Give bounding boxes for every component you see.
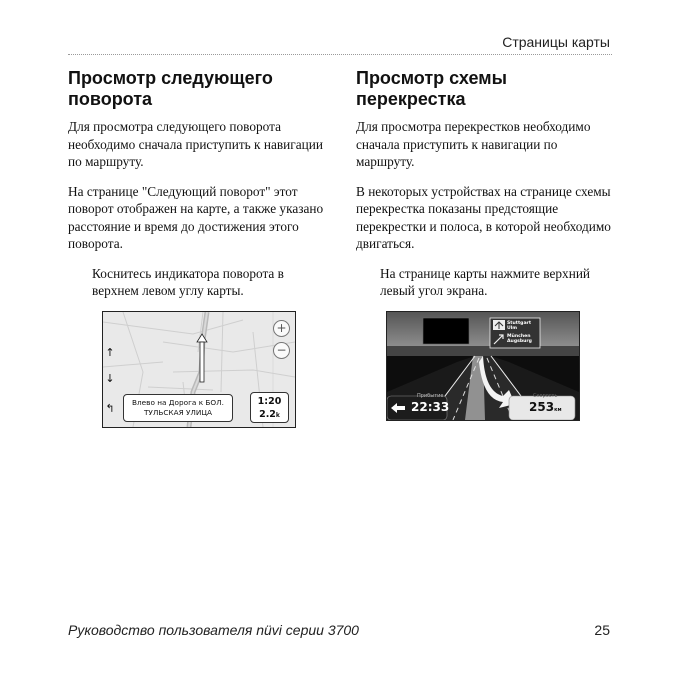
paragraph-description: В некоторых устройствах на странице схемы перекрестка показаны предстоящие перекрестки и полоса, в которой необходимо двигаться. (356, 183, 611, 251)
footer-page-number: 25 (594, 622, 610, 638)
section-heading-next-turn: Просмотр следующего поворота (68, 68, 273, 109)
sign-line-2: Ulm (507, 325, 518, 331)
arrow-up-icon[interactable]: ↑ (105, 346, 115, 359)
footer-manual-title: Руководство пользователя nüvi серии 3700 (68, 622, 359, 638)
distance-to-turn: 2.2k (259, 408, 280, 420)
header-divider (68, 54, 612, 55)
step-instruction: На странице карты нажмите верхний левый угол экрана. (380, 265, 591, 298)
sign-line-4: Augsburg (507, 338, 532, 344)
zoom-in-icon[interactable]: + (273, 320, 290, 337)
step-instruction: Коснитесь индикатора поворота в верхнем левом углу карты. (92, 265, 284, 298)
arrival-label: Прибытие (417, 392, 444, 399)
speed-value: 253км (529, 399, 562, 414)
speed-label: Скорость (533, 392, 558, 399)
paragraph-intro: Для просмотра следующего поворота необходимо сначала приступить к навигации по маршруту. (68, 119, 323, 169)
arrival-time: 22:33 (411, 399, 450, 414)
map-screenshot (102, 311, 296, 428)
paragraph-intro: Для просмотра перекрестков необходимо сначала приступить к навигации по маршруту. (356, 119, 591, 169)
zoom-out-icon[interactable]: − (273, 342, 290, 359)
sign-line-3: München (507, 333, 531, 339)
arrow-down-icon[interactable]: ↓ (105, 372, 115, 385)
time-to-turn: 1:20 (257, 395, 282, 407)
back-icon[interactable]: ↰ (105, 402, 115, 415)
turn-instruction-line1: Влево на Дорога к БОЛ. (132, 397, 224, 407)
section-junction-view (356, 68, 618, 421)
page-header-title: Страницы карты (502, 34, 610, 50)
sign-line-1: Stuttgart (507, 320, 532, 326)
paragraph-description: На странице "Следующий поворот" этот поворот отображен на карте, а также указано расстояние и время до достижения этого поворота. (68, 183, 324, 251)
junction-view-screenshot (386, 311, 580, 421)
section-heading-junction-view: Просмотр схемы перекрестка (356, 68, 507, 109)
turn-instruction-line2: ТУЛЬСКАЯ УЛИЦА (143, 407, 213, 417)
section-next-turn (68, 68, 330, 428)
next-turn-indicator[interactable] (123, 394, 233, 422)
turn-stats (250, 392, 289, 423)
